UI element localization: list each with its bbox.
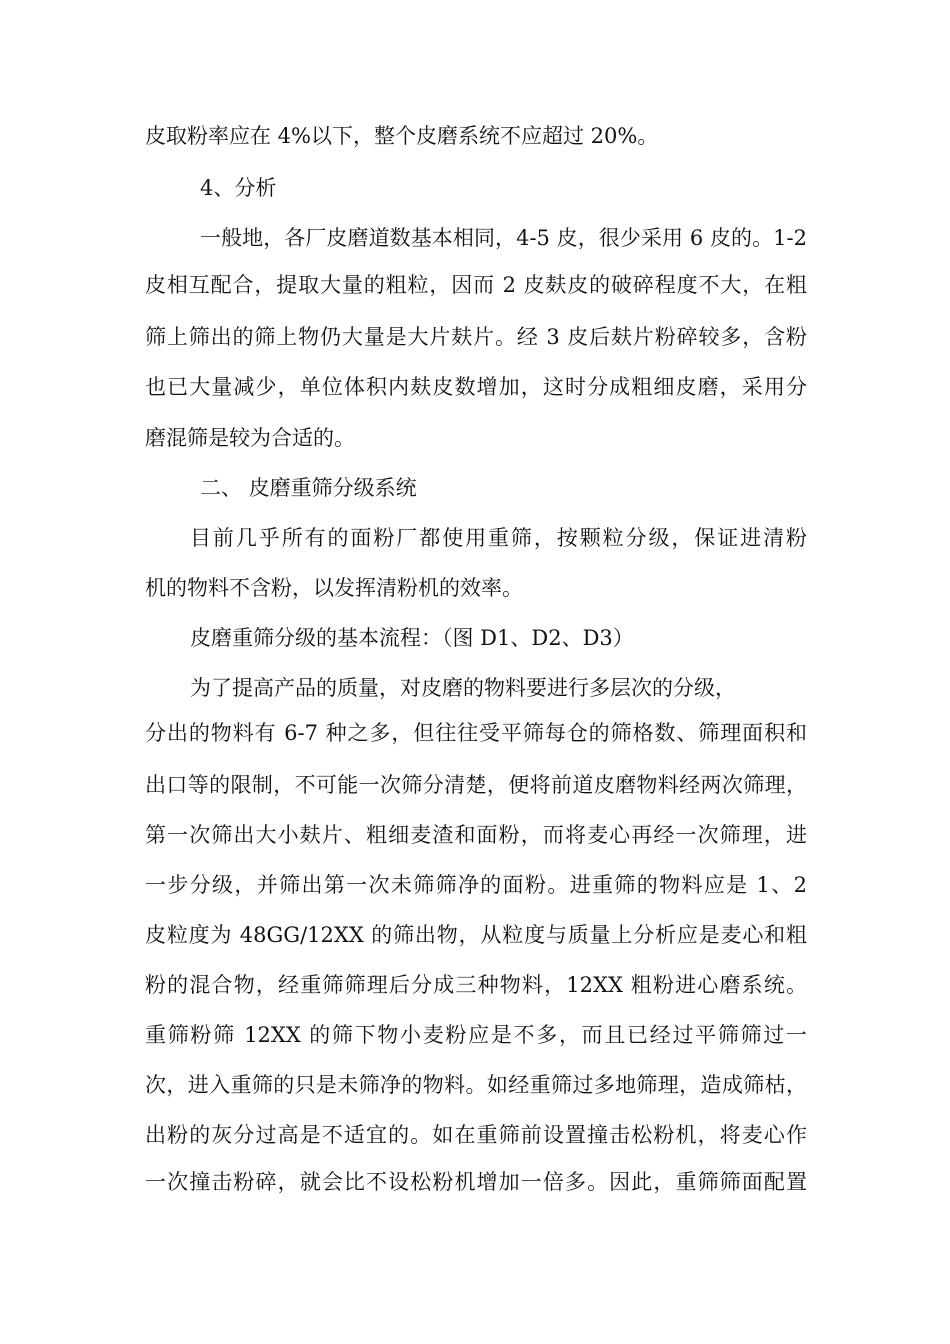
text-line-4: 皮相互配合，提取大量的粗粒，因而 2 皮麸皮的破碎程度不大，在粗 bbox=[145, 273, 807, 297]
text-line-9: 目前几乎所有的面粉厂都使用重筛，按颗粒分级，保证进清粉 bbox=[190, 526, 807, 550]
text-line-6: 也已大量减少，单位体积内麸皮数增加，这时分成粗细皮磨，采用分 bbox=[145, 375, 807, 399]
text-line-21: 出粉的灰分过高是不适宜的。如在重筛前设置撞击松粉机，将麦心作 bbox=[145, 1123, 807, 1147]
text-line-19: 重筛粉筛 12XX 的筛下物小麦粉应是不多，而且已经过平筛筛过一 bbox=[145, 1023, 807, 1047]
text-line-7: 磨混筛是较为合适的。 bbox=[145, 426, 355, 450]
text-line-1: 皮取粉率应在 4%以下，整个皮磨系统不应超过 20%。 bbox=[145, 124, 659, 148]
text-line-10: 机的物料不含粉，以发挥清粉机的效率。 bbox=[145, 576, 523, 600]
text-line-20: 次，进入重筛的只是未筛净的物料。如经重筛过多地筛理，造成筛枯， bbox=[145, 1073, 807, 1097]
text-line-13: 分出的物料有 6-7 种之多，但往往受平筛每仓的筛格数、筛理面积和 bbox=[145, 721, 807, 745]
text-line-12: 为了提高产品的质量，对皮磨的物料要进行多层次的分级， bbox=[190, 676, 736, 700]
text-line-14: 出口等的限制，不可能一次筛分清楚，便将前道皮磨物料经两次筛理， bbox=[145, 773, 807, 797]
text-line-15: 第一次筛出大小麸片、粗细麦渣和面粉，而将麦心再经一次筛理，进 bbox=[145, 823, 807, 847]
text-line-3: 一般地，各厂皮磨道数基本相同，4-5 皮，很少采用 6 皮的。1-2 bbox=[200, 226, 807, 250]
text-line-22: 一次撞击粉碎，就会比不设松粉机增加一倍多。因此，重筛筛面配置 bbox=[145, 1170, 807, 1194]
text-line-16: 一步分级，并筛出第一次未筛筛净的面粉。进重筛的物料应是 1、2 bbox=[145, 873, 807, 897]
text-line-18: 粉的混合物，经重筛筛理后分成三种物料，12XX 粗粉进心磨系统。 bbox=[145, 973, 807, 997]
text-line-11: 皮磨重筛分级的基本流程：（图 D1、D2、D3） bbox=[190, 626, 634, 650]
section-heading-rescreening: 二、 皮磨重筛分级系统 bbox=[200, 476, 417, 500]
text-line-5: 筛上筛出的筛上物仍大量是大片麸片。经 3 皮后麸片粉碎较多，含粉 bbox=[145, 325, 807, 349]
text-line-17: 皮粒度为 48GG/12XX 的筛出物，从粒度与质量上分析应是麦心和粗 bbox=[145, 923, 807, 947]
section-heading-analysis: 4、分析 bbox=[200, 176, 277, 200]
